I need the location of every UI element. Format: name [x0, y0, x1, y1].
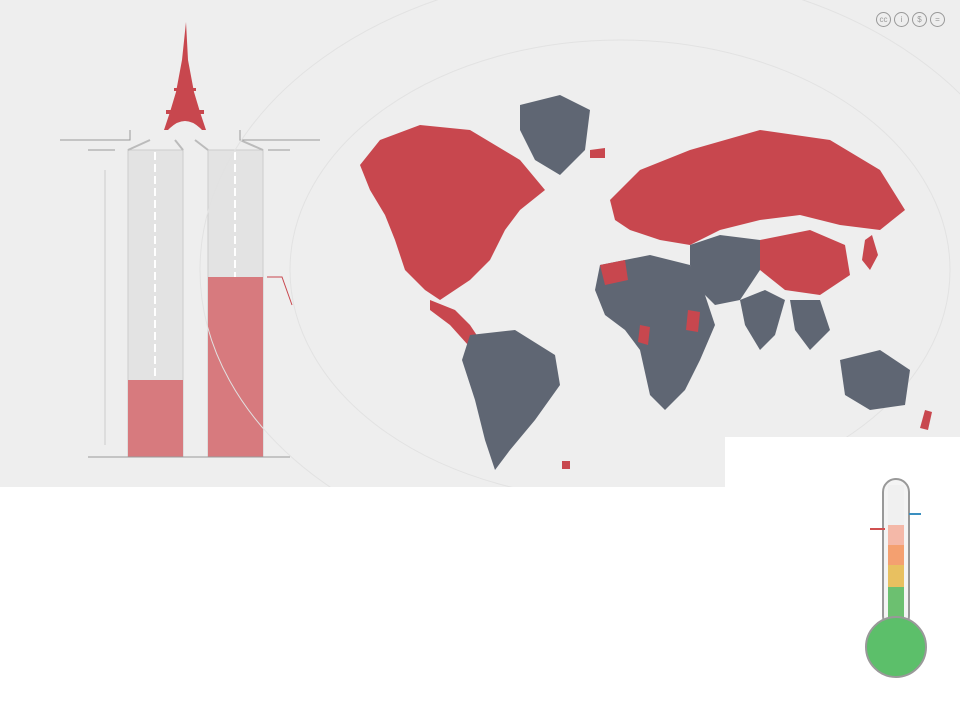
nc-icon: $	[912, 12, 927, 27]
thermometer-panel	[725, 437, 960, 717]
north-america-region	[360, 125, 545, 300]
cc-icon: cc	[876, 12, 891, 27]
china-region	[760, 230, 850, 295]
thermometer-graphic	[725, 437, 960, 717]
by-icon: i	[894, 12, 909, 27]
australia-region	[840, 350, 910, 410]
map-legend	[562, 460, 576, 472]
nd-icon: =	[930, 12, 945, 27]
legend-swatch	[562, 461, 570, 469]
greenland-region	[520, 95, 590, 175]
europe-russia-region	[610, 130, 905, 245]
south-america-region	[462, 330, 560, 470]
